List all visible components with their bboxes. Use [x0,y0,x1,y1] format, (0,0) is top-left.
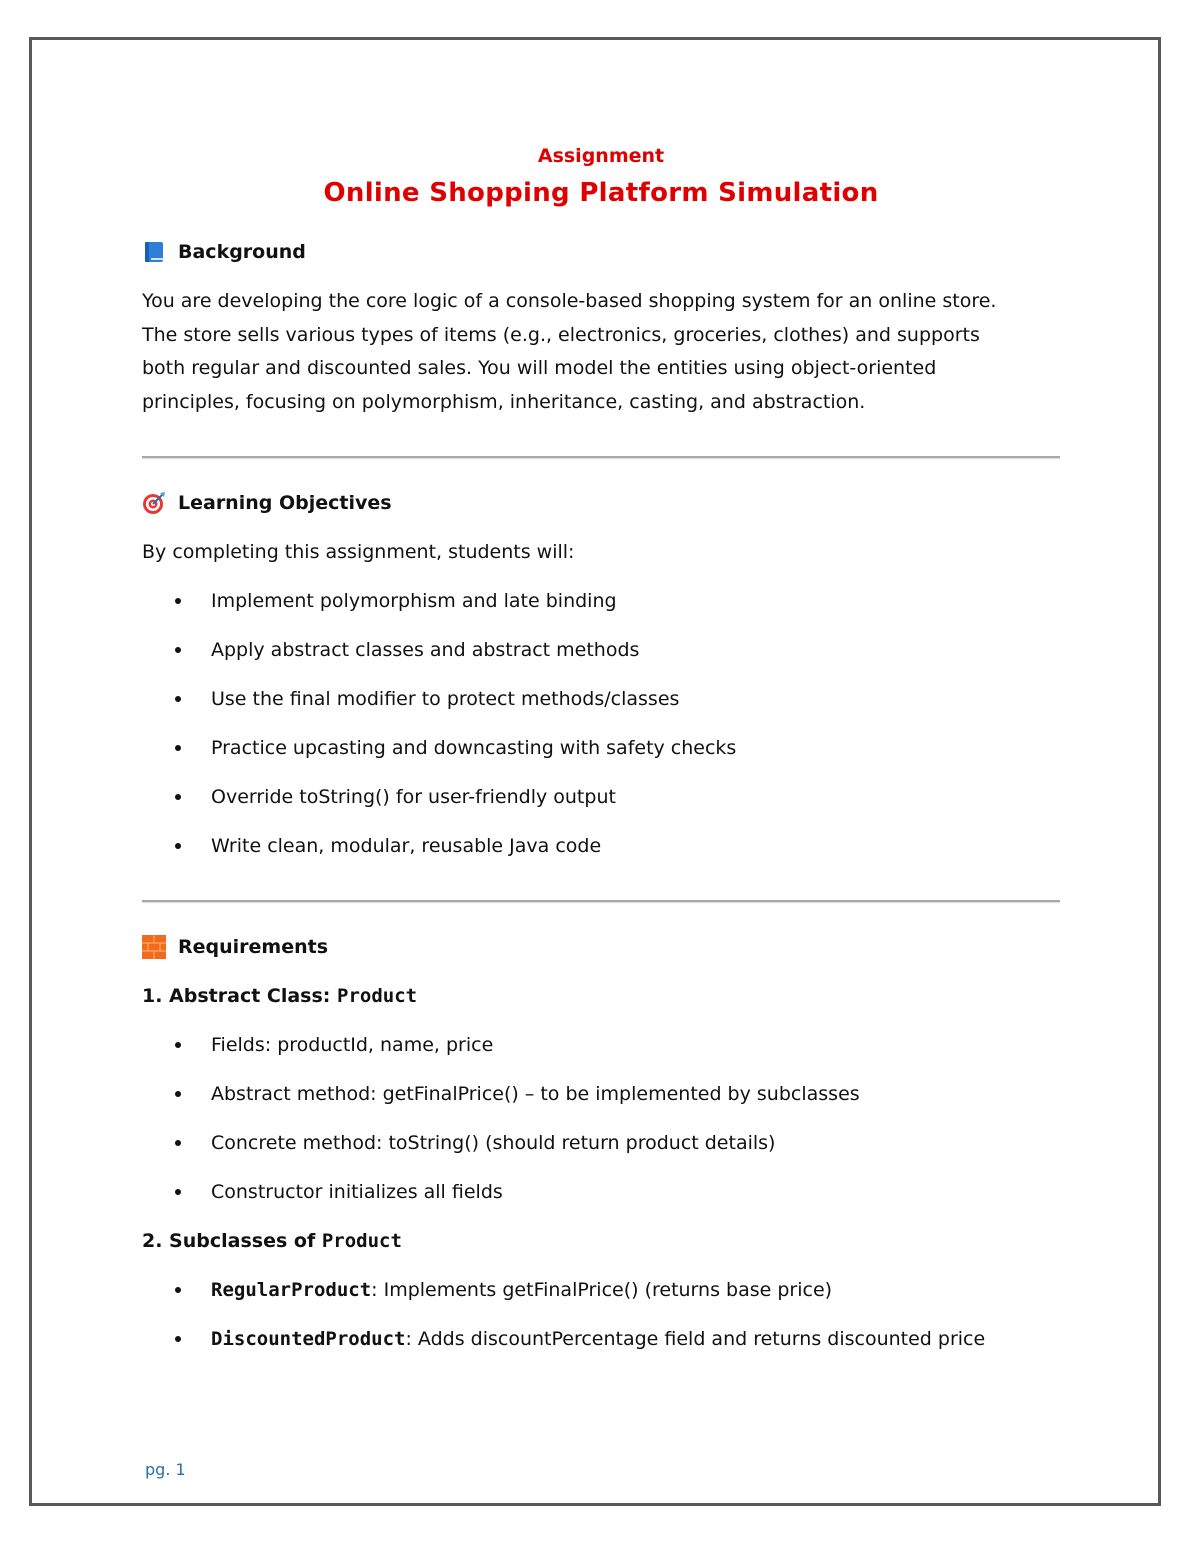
background-line: The store sells various types of items (e.g., electronics, groceries, clothes) and supports [142,323,980,346]
subclass-text [211,1327,985,1351]
bullet-dot [175,1091,181,1097]
subclass-name: RegularProduct [211,1279,372,1301]
objective-text: Override toString() for user-friendly output [211,786,616,808]
bullet-dot [175,794,181,800]
background-line: principles, focusing on polymorphism, inheritance, casting, and abstraction. [142,390,866,413]
section-divider [142,900,1060,902]
requirement-text: Constructor initializes all fields [211,1181,503,1203]
bullet-dot [175,1189,181,1195]
subclass-name: DiscountedProduct [211,1328,406,1350]
section1-class-name: Product [337,985,418,1007]
section2-heading [142,1229,402,1253]
objectives-heading-label: Learning Objectives [178,492,392,514]
bullet-dot [175,696,181,702]
bullet-dot [175,647,181,653]
objective-text: Use the final modifier to protect methods/classes [211,688,680,710]
background-heading [142,240,306,264]
objective-text: Apply abstract classes and abstract methods [211,639,640,661]
target-dart-icon [142,491,166,515]
objective-text: Write clean, modular, reusable Java code [211,835,602,857]
bullet-dot [175,1140,181,1146]
requirements-heading-label: Requirements [178,936,329,958]
section1-heading [142,984,417,1008]
background-heading-label: Background [178,241,306,263]
bullet-dot [175,598,181,604]
bullet-dot [175,1336,181,1342]
background-paragraph [142,285,1060,419]
background-line: both regular and discounted sales. You will model the entities using object-oriented [142,357,937,379]
objective-text: Implement polymorphism and late binding [211,590,617,612]
bullet-dot [175,843,181,849]
subclass-description: : Implements getFinalPrice() (returns base price) [371,1279,833,1301]
objectives-heading [142,491,392,515]
requirement-text: Fields: productId, name, price [211,1034,494,1056]
bullet-dot [175,745,181,751]
subclass-description: : Adds discountPercentage field and returns discounted price [405,1328,986,1350]
subclass-text [211,1278,832,1302]
section2-prefix: 2. Subclasses of [142,1230,322,1252]
requirement-text: Abstract method: getFinalPrice() – to be implemented by subclasses [211,1083,860,1105]
section2-class-name: Product [321,1230,402,1252]
objective-text: Practice upcasting and downcasting with safety checks [211,737,737,759]
section1-prefix: 1. Abstract Class: [142,985,338,1007]
page-number: pg. 1 [145,1460,186,1479]
objectives-intro: By completing this assignment, students will: [142,541,575,563]
document-subtitle: Assignment [537,145,665,167]
section-divider [142,456,1060,458]
background-line: You are developing the core logic of a console-based shopping system for an online store. [142,290,997,312]
blue-book-icon [142,240,166,264]
orange-brick-icon [142,935,166,959]
bullet-dot [175,1042,181,1048]
requirements-heading [142,935,328,959]
requirement-text: Concrete method: toString() (should return product details) [211,1132,776,1154]
bullet-dot [175,1287,181,1293]
document-title: Online Shopping Platform Simulation [323,178,879,208]
